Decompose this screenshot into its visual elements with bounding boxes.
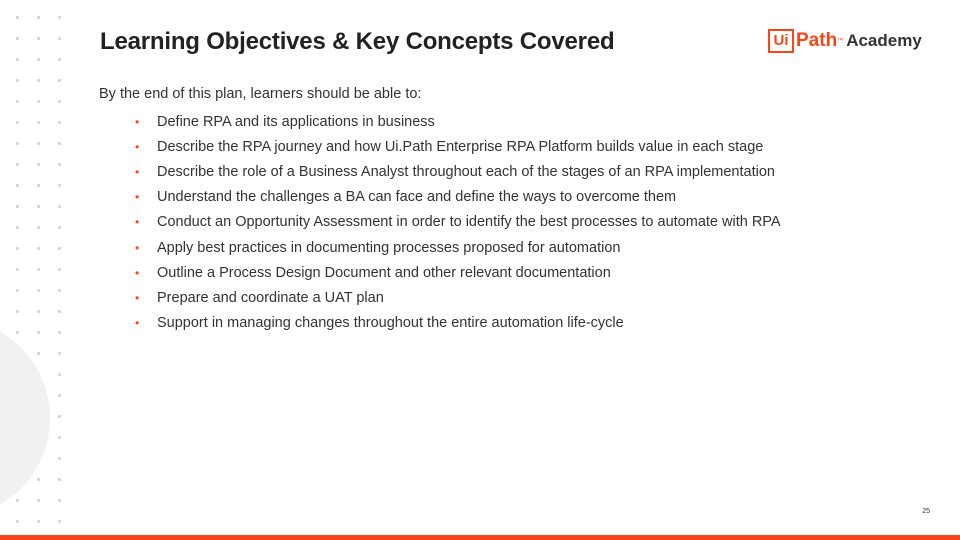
objective-text: Outline a Process Design Document and other relevant documentation (157, 264, 611, 281)
bullet-icon: • (135, 139, 140, 154)
decorative-dot (37, 289, 40, 292)
intro-text: By the end of this plan, learners should be able to: (99, 86, 422, 102)
bullet-icon: • (135, 265, 140, 280)
decorative-dot (16, 100, 19, 103)
decorative-dot (58, 436, 61, 439)
decorative-dot (37, 100, 40, 103)
decorative-dot (16, 58, 19, 61)
list-item (135, 185, 781, 210)
decorative-dot (37, 58, 40, 61)
bullet-icon: • (135, 290, 140, 305)
decorative-dot (16, 499, 19, 502)
decorative-dot (16, 520, 19, 523)
decorative-dot (58, 58, 61, 61)
decorative-dot (58, 457, 61, 460)
decorative-dot (37, 79, 40, 82)
decorative-dot (58, 352, 61, 355)
decorative-dot (58, 415, 61, 418)
decorative-dot (58, 226, 61, 229)
decorative-dot (16, 226, 19, 229)
decorative-dot (58, 37, 61, 40)
slide-title: Learning Objectives & Key Concepts Covered (100, 28, 615, 55)
list-item (135, 134, 781, 159)
logo-academy-text: Academy (846, 31, 922, 50)
decorative-dot (58, 247, 61, 250)
bullet-icon: • (135, 316, 140, 331)
logo-ui-box: Ui (768, 29, 794, 53)
decorative-dot (16, 142, 19, 145)
bullet-icon: • (135, 114, 140, 129)
decorative-dot (37, 352, 40, 355)
decorative-dot (37, 142, 40, 145)
objectives-list (135, 109, 781, 336)
decorative-dot (37, 520, 40, 523)
decorative-dot (16, 37, 19, 40)
decorative-dot (58, 520, 61, 523)
decorative-dot (58, 163, 61, 166)
page-number: 25 (922, 508, 930, 515)
list-item (135, 235, 781, 260)
decorative-dot (58, 142, 61, 145)
decorative-dot (16, 205, 19, 208)
decorative-dot (16, 16, 19, 19)
decorative-dot (37, 37, 40, 40)
decorative-dot (58, 184, 61, 187)
uipath-academy-logo (768, 27, 922, 55)
list-item (135, 109, 781, 134)
list-item (135, 159, 781, 184)
decorative-dot (16, 184, 19, 187)
bullet-icon: • (135, 190, 140, 205)
decorative-dot (58, 373, 61, 376)
objective-text: Apply best practices in documenting processes proposed for automation (157, 239, 621, 256)
objective-text: Understand the challenges a BA can face and define the ways to overcome them (157, 189, 677, 206)
list-item (135, 260, 781, 285)
decorative-dot (16, 163, 19, 166)
decorative-dot (37, 478, 40, 481)
decorative-dot (58, 499, 61, 502)
list-item (135, 311, 781, 336)
decorative-dot (37, 205, 40, 208)
objective-text: Conduct an Opportunity Assessment in order to identify the best processes to automate with RPA (157, 214, 781, 231)
bullet-icon: • (135, 215, 140, 230)
bullet-icon: • (135, 164, 140, 179)
decorative-dot (37, 331, 40, 334)
objective-text: Prepare and coordinate a UAT plan (157, 289, 384, 306)
decorative-dot (37, 268, 40, 271)
decorative-dot (58, 310, 61, 313)
decorative-dot (16, 289, 19, 292)
decorative-dot (58, 79, 61, 82)
decorative-dot (37, 247, 40, 250)
objective-text: Define RPA and its applications in business (157, 113, 435, 130)
decorative-dot (37, 184, 40, 187)
decorative-dot (58, 205, 61, 208)
objective-text: Support in managing changes throughout the entire automation life-cycle (157, 315, 624, 332)
decorative-dot (16, 331, 19, 334)
decorative-dot (58, 16, 61, 19)
decorative-dot (16, 310, 19, 313)
decorative-dot (16, 247, 19, 250)
decorative-dot (37, 16, 40, 19)
list-item (135, 210, 781, 235)
decorative-dot (37, 226, 40, 229)
decorative-dot (58, 121, 61, 124)
decorative-dot (37, 121, 40, 124)
decorative-dot (37, 499, 40, 502)
decorative-dot (16, 121, 19, 124)
decorative-dot (58, 394, 61, 397)
decorative-dot (58, 331, 61, 334)
decorative-dot (37, 310, 40, 313)
objective-text: Describe the role of a Business Analyst throughout each of the stages of an RPA implementation (157, 163, 775, 180)
decorative-dot (58, 268, 61, 271)
objective-text: Describe the RPA journey and how Ui.Path Enterprise RPA Platform builds value in each stage (157, 138, 764, 155)
logo-trademark: ™ (837, 38, 844, 44)
list-item (135, 285, 781, 310)
logo-path-text: Path (796, 30, 838, 51)
decorative-dot (16, 79, 19, 82)
decorative-dot (58, 478, 61, 481)
decorative-dot (37, 163, 40, 166)
decorative-dot (58, 100, 61, 103)
bullet-icon: • (135, 240, 140, 255)
decorative-dot (58, 289, 61, 292)
decorative-dot (16, 268, 19, 271)
bottom-accent-bar (0, 535, 960, 540)
